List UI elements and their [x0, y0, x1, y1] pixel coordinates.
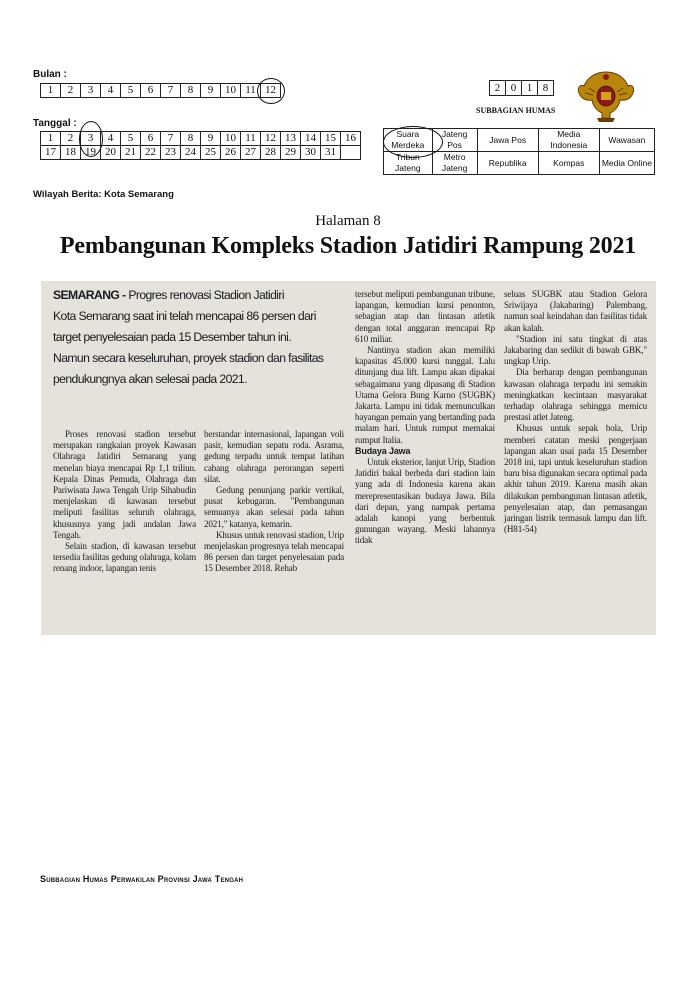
- grid-cell: 28: [261, 146, 281, 160]
- paragraph: Dia berharap dengan pembangunan kawasan olahraga terpadu ini semakin meningkatkan kecintaan masyarakat terhadap olahraga sehingga memicu prestasi atlet Jateng.: [504, 367, 647, 423]
- grid-cell: 6: [141, 132, 161, 146]
- selection-circle: [257, 78, 285, 104]
- grid-cell: 15: [321, 132, 341, 146]
- grid-cell: [341, 146, 361, 160]
- grid-cell: 7: [161, 132, 181, 146]
- grid-cell: 12: [261, 132, 281, 146]
- media-cell: Kompas: [538, 152, 599, 175]
- lead-line: target penyelesaian pada 15 Desember tahun ini.: [53, 330, 292, 344]
- media-cell: Wawasan: [599, 129, 654, 152]
- grid-cell: 9: [201, 84, 221, 98]
- grid-cell: [81, 132, 101, 146]
- paragraph: Nantinya stadion akan memiliki kapasitas 45.000 kursi tunggal. Lalu ditunjang dua lift. Lampu akan dipakai sebagaimana yang dipasang di Stadion Utama Gelora Bung Karno (SUGBK) Jakarta. Lampu ini tidak memunculkan bayangan pemain yang bertanding pada malam hari. Untuk rumput memakai rumput Italia.: [355, 345, 495, 445]
- lead-line: Kota Semarang saat ini telah mencapai 86 persen dari: [53, 309, 316, 323]
- grid-cell: [261, 84, 281, 98]
- article-lead: [53, 285, 353, 390]
- grid-cell: 7: [161, 84, 181, 98]
- grid-cell: 11: [241, 132, 261, 146]
- grid-cell: 11: [241, 84, 261, 98]
- media-cell: Metro Jateng: [432, 152, 477, 175]
- grid-cell: 10: [221, 84, 241, 98]
- selection-circle: [79, 121, 103, 157]
- media-selection-circle: [383, 126, 443, 158]
- grid-cell: 8: [181, 132, 201, 146]
- grid-cell: 5: [121, 84, 141, 98]
- tanggal-label: Tanggal :: [33, 118, 77, 129]
- grid-cell: 2: [61, 84, 81, 98]
- media-cell: Media Indonesia: [538, 129, 599, 152]
- garuda-emblem-icon: [575, 66, 637, 124]
- media-cell: Jateng Pos: [432, 129, 477, 152]
- grid-cell: 14: [301, 132, 321, 146]
- paragraph: Gedung penunjang parkir vertikal, pusat kebugaran. "Pembangunan semuanya akan selesai pada tahun 2021," katanya, kemarin.: [204, 485, 344, 529]
- article-column-3: [355, 289, 495, 547]
- grid-cell: 2: [61, 132, 81, 146]
- paragraph: berstandar internasional, lapangan voli pasir, kemudian sepatu roda. Asrama, gedung terpadu untuk tempat latihan cabang olahraga perorangan seperti silat.: [204, 429, 344, 484]
- bulan-label: Bulan :: [33, 69, 67, 80]
- grid-cell: 8: [538, 81, 554, 96]
- grid-cell: 22: [141, 146, 161, 160]
- grid-cell: 27: [241, 146, 261, 160]
- grid-cell: 16: [341, 132, 361, 146]
- article-column-1: [53, 429, 196, 575]
- grid-cell-value: 3: [87, 132, 94, 144]
- grid-cell: 2: [490, 81, 506, 96]
- paragraph: Khusus untuk renovasi stadion, Urip menjelaskan progresnya telah mencapai 86 persen dan target penyelesaian pada 15 Desember 2018. Rehab: [204, 529, 344, 574]
- dateline: SEMARANG -: [53, 288, 129, 302]
- grid-cell: 10: [221, 132, 241, 146]
- lead-line: pendukungnya akan selesai pada 2021.: [53, 372, 247, 386]
- media-cell: Jawa Pos: [477, 129, 538, 152]
- lead-line: Namun secara keseluruhan, proyek stadion dan fasilitas: [53, 351, 324, 365]
- grid-cell: 0: [506, 81, 522, 96]
- headline: Pembangunan Kompleks Stadion Jatidiri Rampung 2021: [59, 233, 637, 259]
- grid-cell: 31: [321, 146, 341, 160]
- article-column-2: [204, 429, 344, 575]
- year-box: [489, 80, 554, 96]
- paragraph: seluas SUGBK atau Stadion Gelora Sriwijaya (Jakabaring) Palembang, namun soal keindahan dan fasilitas tidak akan kalah.: [504, 289, 647, 333]
- page-number: Halaman 8: [315, 213, 381, 229]
- lead-line: Progres renovasi Stadion Jatidiri: [128, 288, 284, 302]
- bulan-grid: [40, 83, 281, 98]
- grid-cell: 4: [101, 84, 121, 98]
- grid-cell: 19: [81, 146, 101, 160]
- grid-cell-value: 12: [265, 84, 276, 96]
- subheading: Budaya Jawa: [355, 445, 411, 456]
- article-column-4: [504, 289, 647, 535]
- grid-cell: 3: [81, 84, 101, 98]
- grid-cell: 8: [181, 84, 201, 98]
- media-cell: Republika: [477, 152, 538, 175]
- paragraph: Khusus untuk sepak bola, Urip memberi catatan meski pengerjaan lapangan akan usai pada 15 Desember 2018 ini, tapi untuk keseluruhan stadion baru bisa digunakan secara optimal pada akhir tahun 2019. Karena masih akan dilakukan pembangunan lintasan atletik, penyelesaian atap, dan pemasangan jaringan listrik termasuk lampu dan lift. (H81-54): [504, 423, 647, 535]
- grid-cell: 13: [281, 132, 301, 146]
- grid-cell: 25: [201, 146, 221, 160]
- news-clipping: [41, 281, 656, 635]
- grid-cell: 21: [121, 146, 141, 160]
- tanggal-grid: [40, 131, 361, 160]
- wilayah-berita: Wilayah Berita: Kota Semarang: [33, 189, 174, 200]
- grid-cell: 6: [141, 84, 161, 98]
- grid-cell: 1: [41, 84, 61, 98]
- grid-cell: 20: [101, 146, 121, 160]
- grid-cell: 30: [301, 146, 321, 160]
- grid-cell: 18: [61, 146, 81, 160]
- grid-cell: 1: [522, 81, 538, 96]
- media-cell: Tribun Jateng: [384, 152, 433, 175]
- grid-cell: 23: [161, 146, 181, 160]
- footer-label: Subbagian Humas Perwakilan Provinsi Jawa Tengah: [40, 874, 244, 884]
- grid-cell: 17: [41, 146, 61, 160]
- paragraph: "Stadion ini satu tingkat di atas Jakabaring dan sedikit di bawah GBK," ungkap Urip.: [504, 333, 647, 367]
- media-cell: Suara Merdeka: [384, 129, 433, 152]
- paragraph: Untuk eksterior, lanjut Urip, Stadion Jatidiri bakal berbeda dari stadion lain yang ada di Indonesia karena akan merepresentasikan budaya Jawa. Bila dari depan, yang nampak pertama adalah kanopi yang berbentuk gunungan wayang. Meski lahannya tidak: [355, 457, 495, 546]
- grid-cell: 1: [41, 132, 61, 146]
- org-label: SUBBAGIAN HUMAS: [476, 106, 556, 115]
- paragraph: Selain stadion, di kawasan tersebut tersedia fasilitas gedung olahraga, kolam renang indoor, lapangan tenis: [53, 541, 196, 574]
- media-cell: Media Online: [599, 152, 654, 175]
- grid-cell: 29: [281, 146, 301, 160]
- grid-cell: 4: [101, 132, 121, 146]
- grid-cell: 9: [201, 132, 221, 146]
- paragraph: tersebut meliputi pembangunan tribune, lapangan, kemudian kursi penonton, sebagian atap dan lintasan atletik dengan total anggaran mencapai Rp 610 miliar.: [355, 289, 495, 344]
- grid-cell: 26: [221, 146, 241, 160]
- grid-cell: 5: [121, 132, 141, 146]
- grid-cell: 24: [181, 146, 201, 160]
- paragraph: Proses renovasi stadion tersebut merupakan rangkaian proyek Kawasan Olahraga Jatidiri Semarang yang menelan biaya mencapai Rp 1,1 triliun. Kepala Dinas Pemuda, Olahraga dan Pariwisata Jawa Tengah Urip Sihabudin menjelaskan di kawasan tersebut meliputi fasilitas seluruh olahraga, khususnya yang jadi andalan Jawa Tengah.: [53, 429, 196, 540]
